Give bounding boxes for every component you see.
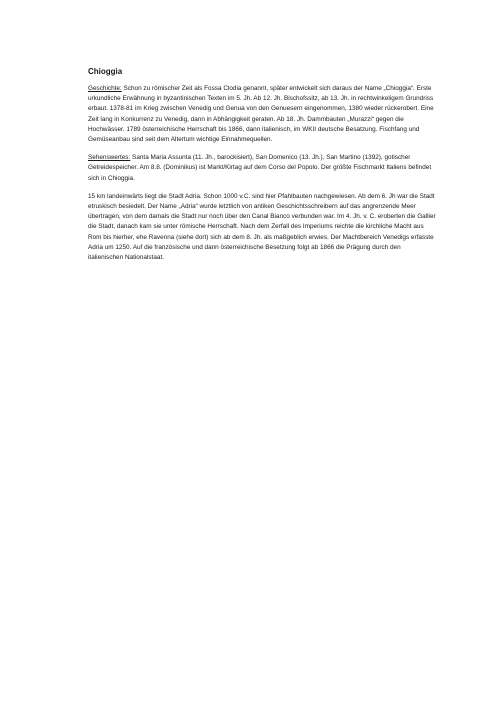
sights-paragraph bbox=[88, 153, 436, 184]
sights-label: Sehenswertes: bbox=[88, 154, 131, 162]
document-title: Chioggia bbox=[88, 67, 123, 76]
history-label: Geschichte: bbox=[88, 85, 122, 92]
document-body bbox=[88, 66, 436, 271]
sights-text: Santa Maria Assunta (11. Jh., barockisiert), San Domenico (13. Jh.), San Martino (1392), gotischer Getreidespeicher. Am 8.8. (Dominikus) ist Markt/Kirtag auf dem Corso del Popolo. Der größte Fischmarkt Italiens befindet sich in Chioggia. bbox=[88, 154, 432, 182]
adria-text: 15 km landeinwärts liegt die Stadt Adria. Schon 1000 v.C. sind hier Pfahlbauten nachgewiesen. Ab dem 6. Jh war die Stadt etruskisch besiedelt. Der Name „Adria“ wurde letztlich von antiken Geschichtsschreibern auf das angrenzende Meer übertragen, von dem damals die Stadt nur noch über den Canal Bianco verbunden war. Im 4. Jh. v. C. eroberten die Gallier die Stadt, danach kam sie unter römische Herrschaft. Nach dem Zerfall des Imperiums reichte die kirchliche Macht aus Rom bis hierher, ehe Ravenna (siehe dort) sich ab dem 8. Jh. als maßgeblich erwies. Der Machtbereich Venedigs erfasste Adria um 1250. Auf die französische und dann österreichische Besetzung folgt ab 1866 die Prägung durch den italienischen Nationalstaat. bbox=[88, 192, 436, 262]
history-text: Schon zu römischer Zeit als Fossa Clodia genannt, später entwickelt sich daraus der Name „Chioggia“. Erste urkundliche Erwähnung in byzantinischen Texten im 5. Jh. Ab 12. Jh. Bischofssitz, ab 13. Jh. in rechtwinkeligem Grundriss erbaut. 1378-81 im Krieg zwischen Venedig und Genua von den Genuesern eingenommen, 1380 wieder rückerobert. Eine Zeit lang in Konkurrenz zu Venedig, dann in Abhängigkeit geraten. Ab 18. Jh. Dammbauten „Murazzi“ gegen die Hochwässer. 1789 österreichische Herrschaft bis 1866, dann italienisch, im WKII deutsche Besatzung. Fischfang und Gemüseanbau sind seit dem Altertum wichtige Einnahmequellen. bbox=[88, 85, 434, 144]
adria-paragraph bbox=[88, 192, 436, 263]
history-paragraph bbox=[88, 84, 436, 145]
